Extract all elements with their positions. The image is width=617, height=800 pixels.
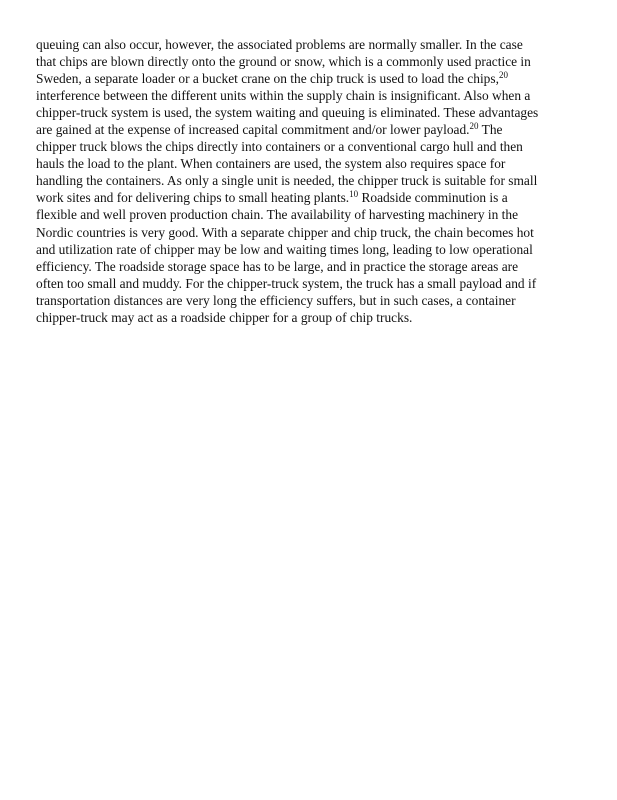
- text-run: flexible and well proven production chain. The availability of harvesting machinery in the: [36, 207, 519, 223]
- text-run: Nordic countries is very good. With a separate chipper and chip truck, the chain becomes hot: [36, 224, 534, 240]
- text-run: efficiency. The roadside storage space has to be large, and in practice the storage areas are: [36, 258, 519, 274]
- text-run: transportation distances are very long the efficiency suffers, but in such cases, a container: [36, 292, 516, 308]
- text-run: queuing can also occur, however, the associated problems are normally smaller. In the case: [36, 37, 523, 52]
- citation-superscript: 20: [498, 70, 508, 81]
- text-line: [36, 241, 572, 258]
- text-line: [36, 224, 572, 241]
- text-line: [36, 121, 572, 138]
- text-run: Roadside comminution is a: [358, 190, 508, 206]
- text-line: [36, 275, 572, 292]
- text-line: [36, 36, 572, 53]
- text-line: [36, 292, 572, 309]
- body-paragraph: [36, 36, 572, 326]
- text-run: chipper-truck system is used, the system waiting and queuing is eliminated. These advantages: [36, 105, 539, 121]
- text-run: chipper-truck may act as a roadside chipper for a group of chip trucks.: [36, 309, 413, 325]
- text-line: [36, 155, 572, 172]
- text-run: hauls the load to the plant. When containers are used, the system also requires space for: [36, 156, 506, 172]
- text-line: [36, 189, 572, 206]
- text-run: work sites and for delivering chips to small heating plants.: [36, 190, 350, 206]
- text-run: that chips are blown directly onto the ground or snow, which is a commonly used practice in: [36, 54, 531, 70]
- text-line: [36, 138, 572, 155]
- text-run: interference between the different units within the supply chain is insignificant. Also when a: [36, 88, 531, 104]
- text-run: chipper truck blows the chips directly into containers or a conventional cargo hull and then: [36, 139, 523, 155]
- text-line: [36, 309, 572, 326]
- text-line: [36, 206, 572, 223]
- text-line: [36, 172, 572, 189]
- text-line: [36, 104, 572, 121]
- text-line: [36, 258, 572, 275]
- citation-superscript: 10: [349, 189, 359, 200]
- text-run: are gained at the expense of increased capital commitment and/or lower payload.: [36, 122, 470, 138]
- text-run: often too small and muddy. For the chipper-truck system, the truck has a small payload and if: [36, 275, 537, 291]
- text-run: The: [478, 122, 503, 138]
- text-line: [36, 70, 572, 87]
- citation-superscript: 20: [469, 121, 479, 132]
- text-run: handling the containers. As only a single unit is needed, the chipper truck is suitable for small: [36, 173, 538, 189]
- text-line: [36, 87, 572, 104]
- text-run: Sweden, a separate loader or a bucket crane on the chip truck is used to load the chips,: [36, 71, 499, 87]
- text-line: [36, 53, 572, 70]
- text-run: and utilization rate of chipper may be low and waiting times long, leading to low operational: [36, 241, 533, 257]
